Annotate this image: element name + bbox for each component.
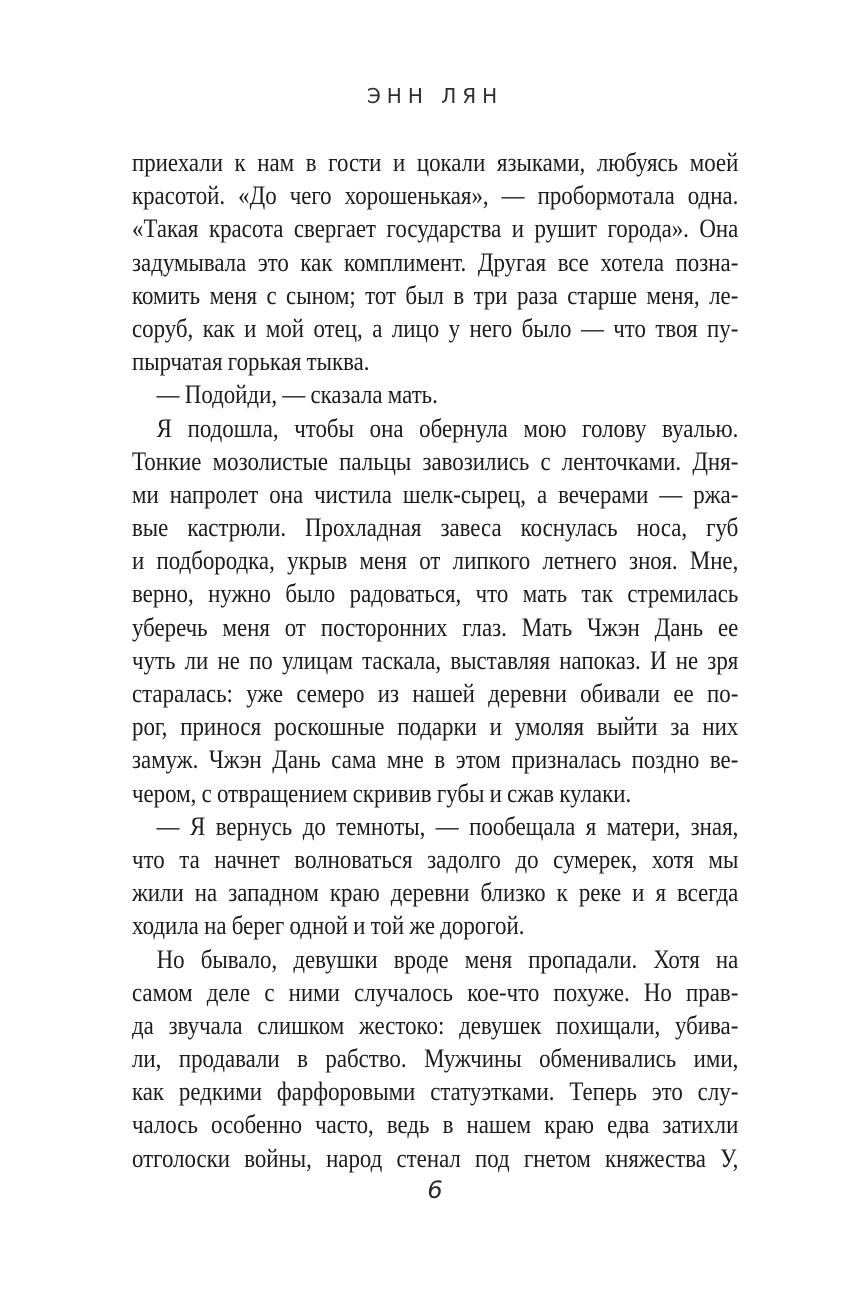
text-line: чалось особенно часто, ведь в нашем краю едва затихли [132, 1110, 739, 1140]
page-number: 6 [427, 1176, 443, 1204]
text-line: Я подошла, чтобы она обернула мою голову вуалью. [156, 413, 739, 443]
text-line: и подбородка, укрыв меня от липкого летнего зноя. Мне, [132, 546, 739, 576]
running-header: ЭНН ЛЯН [366, 84, 504, 108]
text-line: ходила на берег одной и той же дорогой. [132, 911, 525, 941]
text-line: Но бывало, девушки вроде меня пропадали. Хотя на [156, 944, 739, 974]
text-line: — Я вернусь до темноты, — пообещала я матери, зная, [156, 811, 739, 841]
text-line: рог, принося роскошные подарки и умоляя выйти за них [132, 712, 739, 742]
text-line: соруб, как и мой отец, а лицо у него было — что твоя пу- [132, 313, 739, 343]
text-line: чером, с отвращением скривив губы и сжав кулаки. [132, 778, 632, 808]
text-line: чуть ли не по улицам таскала, выставляя напоказ. И не зря [132, 645, 739, 675]
text-line: вые кастрюли. Прохладная завеса коснулась носа, губ [132, 513, 739, 543]
text-line: ли, продавали в рабство. Мужчины обменивались ими, [132, 1044, 739, 1074]
text-line: комить меня с сыном; тот был в три раза старше меня, ле- [132, 280, 739, 310]
text-line: как редкими фарфоровыми статуэтками. Теперь это слу- [132, 1077, 739, 1107]
text-line: — Подойди, — сказала мать. [156, 380, 438, 410]
text-line: старалась: уже семеро из нашей деревни обивали ее по- [132, 679, 739, 708]
text-line: верно, нужно было радоваться, что мать так стремилась [132, 579, 739, 609]
text-line: задумывала это как комплимент. Другая все хотела позна- [132, 247, 739, 277]
text-line: приехали к нам в гости и цокали языками, любуясь моей [132, 148, 739, 177]
text-block [132, 146, 738, 1175]
text-line: да звучала слишком жестоко: девушек похищали, убива- [132, 1010, 739, 1040]
text-line: замуж. Чжэн Дань сама мне в этом призналась поздно ве- [132, 745, 739, 775]
text-line: что та начнет волноваться задолго до сумерек, хотя мы [132, 844, 739, 874]
text-line: самом деле с ними случалось кое-что похуже. Но прав- [132, 977, 739, 1007]
text-line: ми напролет она чистила шелк-сырец, а вечерами — ржа- [132, 479, 739, 509]
text-line: жили на западном краю деревни близко к реке и я всегда [132, 878, 739, 908]
text-line: отголоски войны, народ стенал под гнетом княжества У, [132, 1143, 739, 1173]
text-line: красотой. «До чего хорошенькая», — пробормотала одна. [132, 181, 739, 211]
text-line: «Такая красота свергает государства и рушит города». Она [132, 214, 739, 244]
text-line: Тонкие мозолистые пальцы завозились с ленточками. Дня- [132, 446, 739, 476]
text-line: уберечь меня от посторонних глаз. Мать Чжэн Дань ее [132, 612, 739, 642]
text-line: пырчатая горькая тыква. [132, 347, 370, 377]
